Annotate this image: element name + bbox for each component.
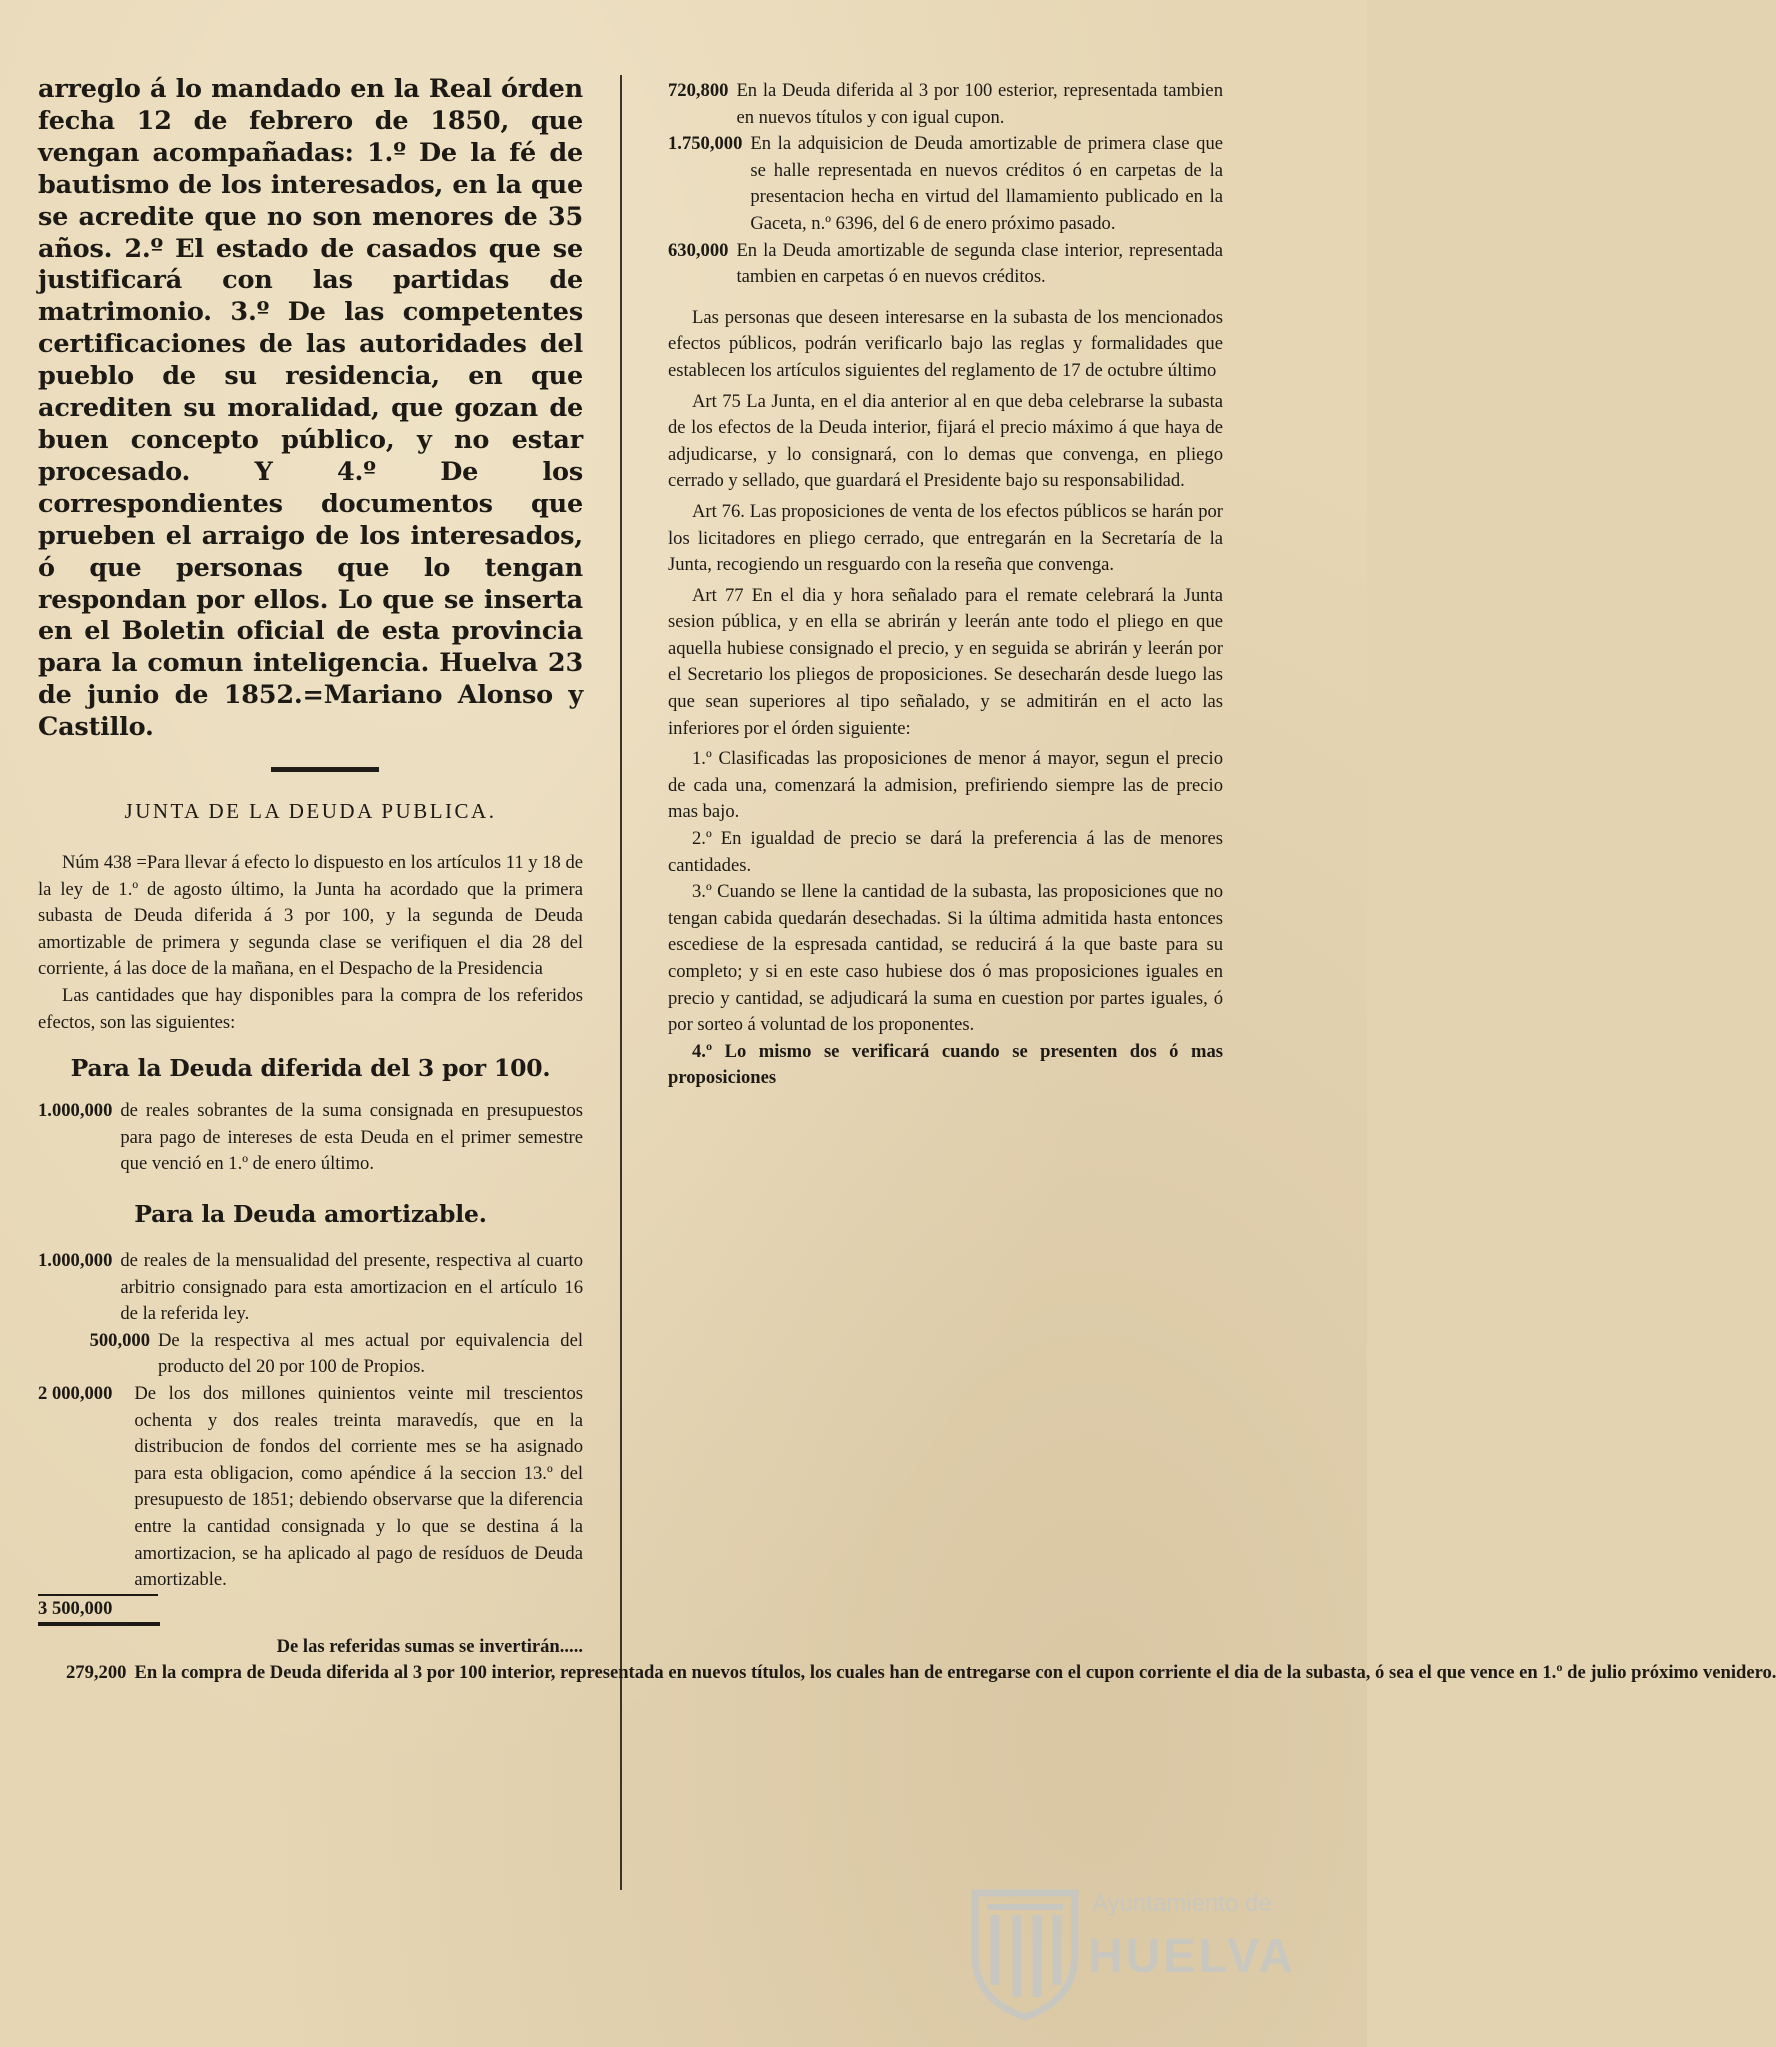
amount: 1.000,000 xyxy=(38,1249,113,1271)
separator-rule xyxy=(271,767,379,772)
amount: 500,000 xyxy=(89,1329,150,1351)
intro-paragraph-2: Las cantidades que hay disponibles para la compra de los referidos efectos, son las siguientes: xyxy=(38,985,583,1033)
entry-text: En la compra de Deuda diferida al 3 por 100 interior, representada en nuevos títulos, los cuales han de entregarse con el cupon corriente el dia de la subasta, ó sea el que vence en 1.º de julio próximo venidero. xyxy=(134,1662,1776,1684)
rule-4: 4.º Lo mismo se verificará cuando se presenten dos ó mas proposiciones xyxy=(668,1040,1223,1089)
entry-text: En la Deuda amortizable de segunda clase interior, representada tambien en carpetas ó en nuevos créditos. xyxy=(736,239,1223,288)
inversion-line: De las referidas sumas se invertirán..... xyxy=(276,1635,583,1657)
paragraph: Las personas que deseen interesarse en la subasta de los mencionados efectos públicos, podrán verificarlo bajo las reglas y formalidades que establecen los artículos siguientes del reglamento de 17 de octubre último xyxy=(668,306,1223,381)
decree-text: arreglo á lo mandado en la Real órden fecha 12 de febrero de 1850, que vengan acompañadas: 1.º De la fé de bautismo de los interesados, en la que se acredite que no son menores de 35 años. 2.º El estado de casados que se justificará con las partidas de matrimonio. 3.º De las competentes certificaciones de las autoridades del pueblo de su residencia, en que acrediten su moralidad, que gozan de buen concepto público, y no estar procesado. Y 4.º De los correspondientes documentos que prueben el arraigo de los interesados, ó que personas que lo tengan respondan por ellos. Lo que se inserta en el Boletin oficial de esta provincia para la comun inteligencia. Huelva 23 de junio de 1852.=Mariano Alonso y Castillo. xyxy=(38,74,583,743)
entry-text: En la adquisicion de Deuda amortizable de primera clase que se halle representada en nuevos créditos ó en carpetas de la presentacion hecha en virtud del llamamiento publicado en la Gaceta, n.º 6396, del 6 de enero próximo pasado. xyxy=(750,133,1223,234)
decree-block xyxy=(38,74,583,744)
list-item xyxy=(38,1381,583,1594)
amount: 1.000,000 xyxy=(38,1100,113,1122)
list-item xyxy=(668,131,1223,237)
total-amount: 3 500,000 xyxy=(38,1597,113,1619)
list-item xyxy=(668,78,1223,131)
article-76: Art 76. Las proposiciones de venta de los efectos públicos se harán por los licitadores en pliego cerrado, que entregarán en la Secretaría de la Junta, recogiendo un resguardo con la reseña que convenga. xyxy=(668,500,1223,576)
section-title: JUNTA DE LA DEUDA PUBLICA. xyxy=(124,799,497,824)
heading-deuda-amortizable: Para la Deuda amortizable. xyxy=(134,1199,487,1228)
heading-deuda-diferida: Para la Deuda diferida del 3 por 100. xyxy=(70,1054,551,1083)
amount: 720,800 xyxy=(668,80,729,101)
list-item xyxy=(38,1328,583,1381)
rule-1: 1.º Clasificadas las proposiciones de menor á mayor, segun el precio de cada una, comenzará la admision, prefiriendo siempre las de precio mas bajo. xyxy=(668,748,1223,823)
list-item xyxy=(38,1098,583,1178)
column-divider xyxy=(620,75,622,1890)
right-column xyxy=(668,78,1223,1092)
article-75: Art 75 La Junta, en el dia anterior al en que deba celebrarse la subasta de los efectos de la Deuda interior, fijará el precio máximo á que haya de adjudicarse, y lo consignará, con lo demas que convenga, en pliego cerrado y sellado, que guardará el Presidente bajo su responsabilidad. xyxy=(668,390,1223,492)
amount: 2 000,000 xyxy=(38,1382,113,1404)
watermark xyxy=(955,1885,1295,2025)
entry-text: de reales sobrantes de la suma consignada en presupuestos para pago de intereses de esta Deuda en el primer semestre que venció en 1.º de enero último. xyxy=(120,1100,583,1175)
entry-text: De los dos millones quinientos veinte mil trescientos ochenta y dos reales treinta maravedís, que en la distribucion de fondos del corriente mes se ha asignado para esta obligacion, como apéndice á la seccion 13.º del presupuesto de 1851; debiendo observarse que la diferencia entre la cantidad consignada y lo que se destina á la amortizacion, se ha aplicado al pago de resíduos de Deuda amortizable. xyxy=(134,1382,583,1591)
total-rule xyxy=(38,1622,160,1626)
entry-text: En la Deuda diferida al 3 por 100 esterior, representada tambien en nuevos títulos y con igual cupon. xyxy=(736,80,1223,128)
article-77: Art 77 En el dia y hora señalado para el remate celebrará la Junta sesion pública, y en ella se abrirán y leerán ante todo el pliego en que aquella hubiese consignado el precio, y en seguida se abrirán y leerán por el Secretario los pliegos de proposiciones. Se desecharán desde luego las que sean superiores al tipo señalado, y se admitirán en el acto las inferiores por el órden siguiente: xyxy=(668,584,1223,739)
watermark-line-1: Ayuntamiento de xyxy=(1092,1890,1272,1917)
entry-text: De la respectiva al mes actual por equivalencia del producto del 20 por 100 de Propios. xyxy=(158,1329,583,1378)
amount: 279,200 xyxy=(66,1662,127,1684)
list-item xyxy=(668,238,1223,291)
rule-2: 2.º En igualdad de precio se dará la preferencia á las de menores cantidades. xyxy=(668,828,1223,876)
rule-3: 3.º Cuando se llene la cantidad de la subasta, las proposiciones que no tengan cabida quedarán desechadas. Si la última admitida hasta entonces escediese de la espresada cantidad, se reducirá á la que baste para su completo; y si en este caso hubiese dos ó mas proposiciones iguales en precio y cantidad, se adjudicará la suma en cuestion por partes iguales, ó por sorteo á voluntad de los proponentes. xyxy=(668,881,1223,1036)
amount: 630,000 xyxy=(668,239,729,261)
list-item xyxy=(38,1248,583,1328)
intro-paragraph: Núm 438 =Para llevar á efecto lo dispuesto en los artículos 11 y 18 de la ley de 1.º de agosto último, la Junta ha acordado que la primera subasta de Deuda diferida á 3 por 100, y la segunda de Deuda amortizable de primera y segunda clase se verifiquen el dia 28 del corriente, á las doce de la mañana, en el Despacho de la Presidencia xyxy=(38,852,583,980)
watermark-line-2: HUELVA xyxy=(1088,1930,1297,1983)
entry-text: de reales de la mensualidad del presente, respectiva al cuarto arbitrio consignado para esta amortizacion en el artículo 16 de la referida ley. xyxy=(120,1249,583,1325)
city-shield-icon xyxy=(965,1885,1085,2021)
list-item xyxy=(38,1660,1776,1687)
amount: 1.750,000 xyxy=(668,133,743,155)
